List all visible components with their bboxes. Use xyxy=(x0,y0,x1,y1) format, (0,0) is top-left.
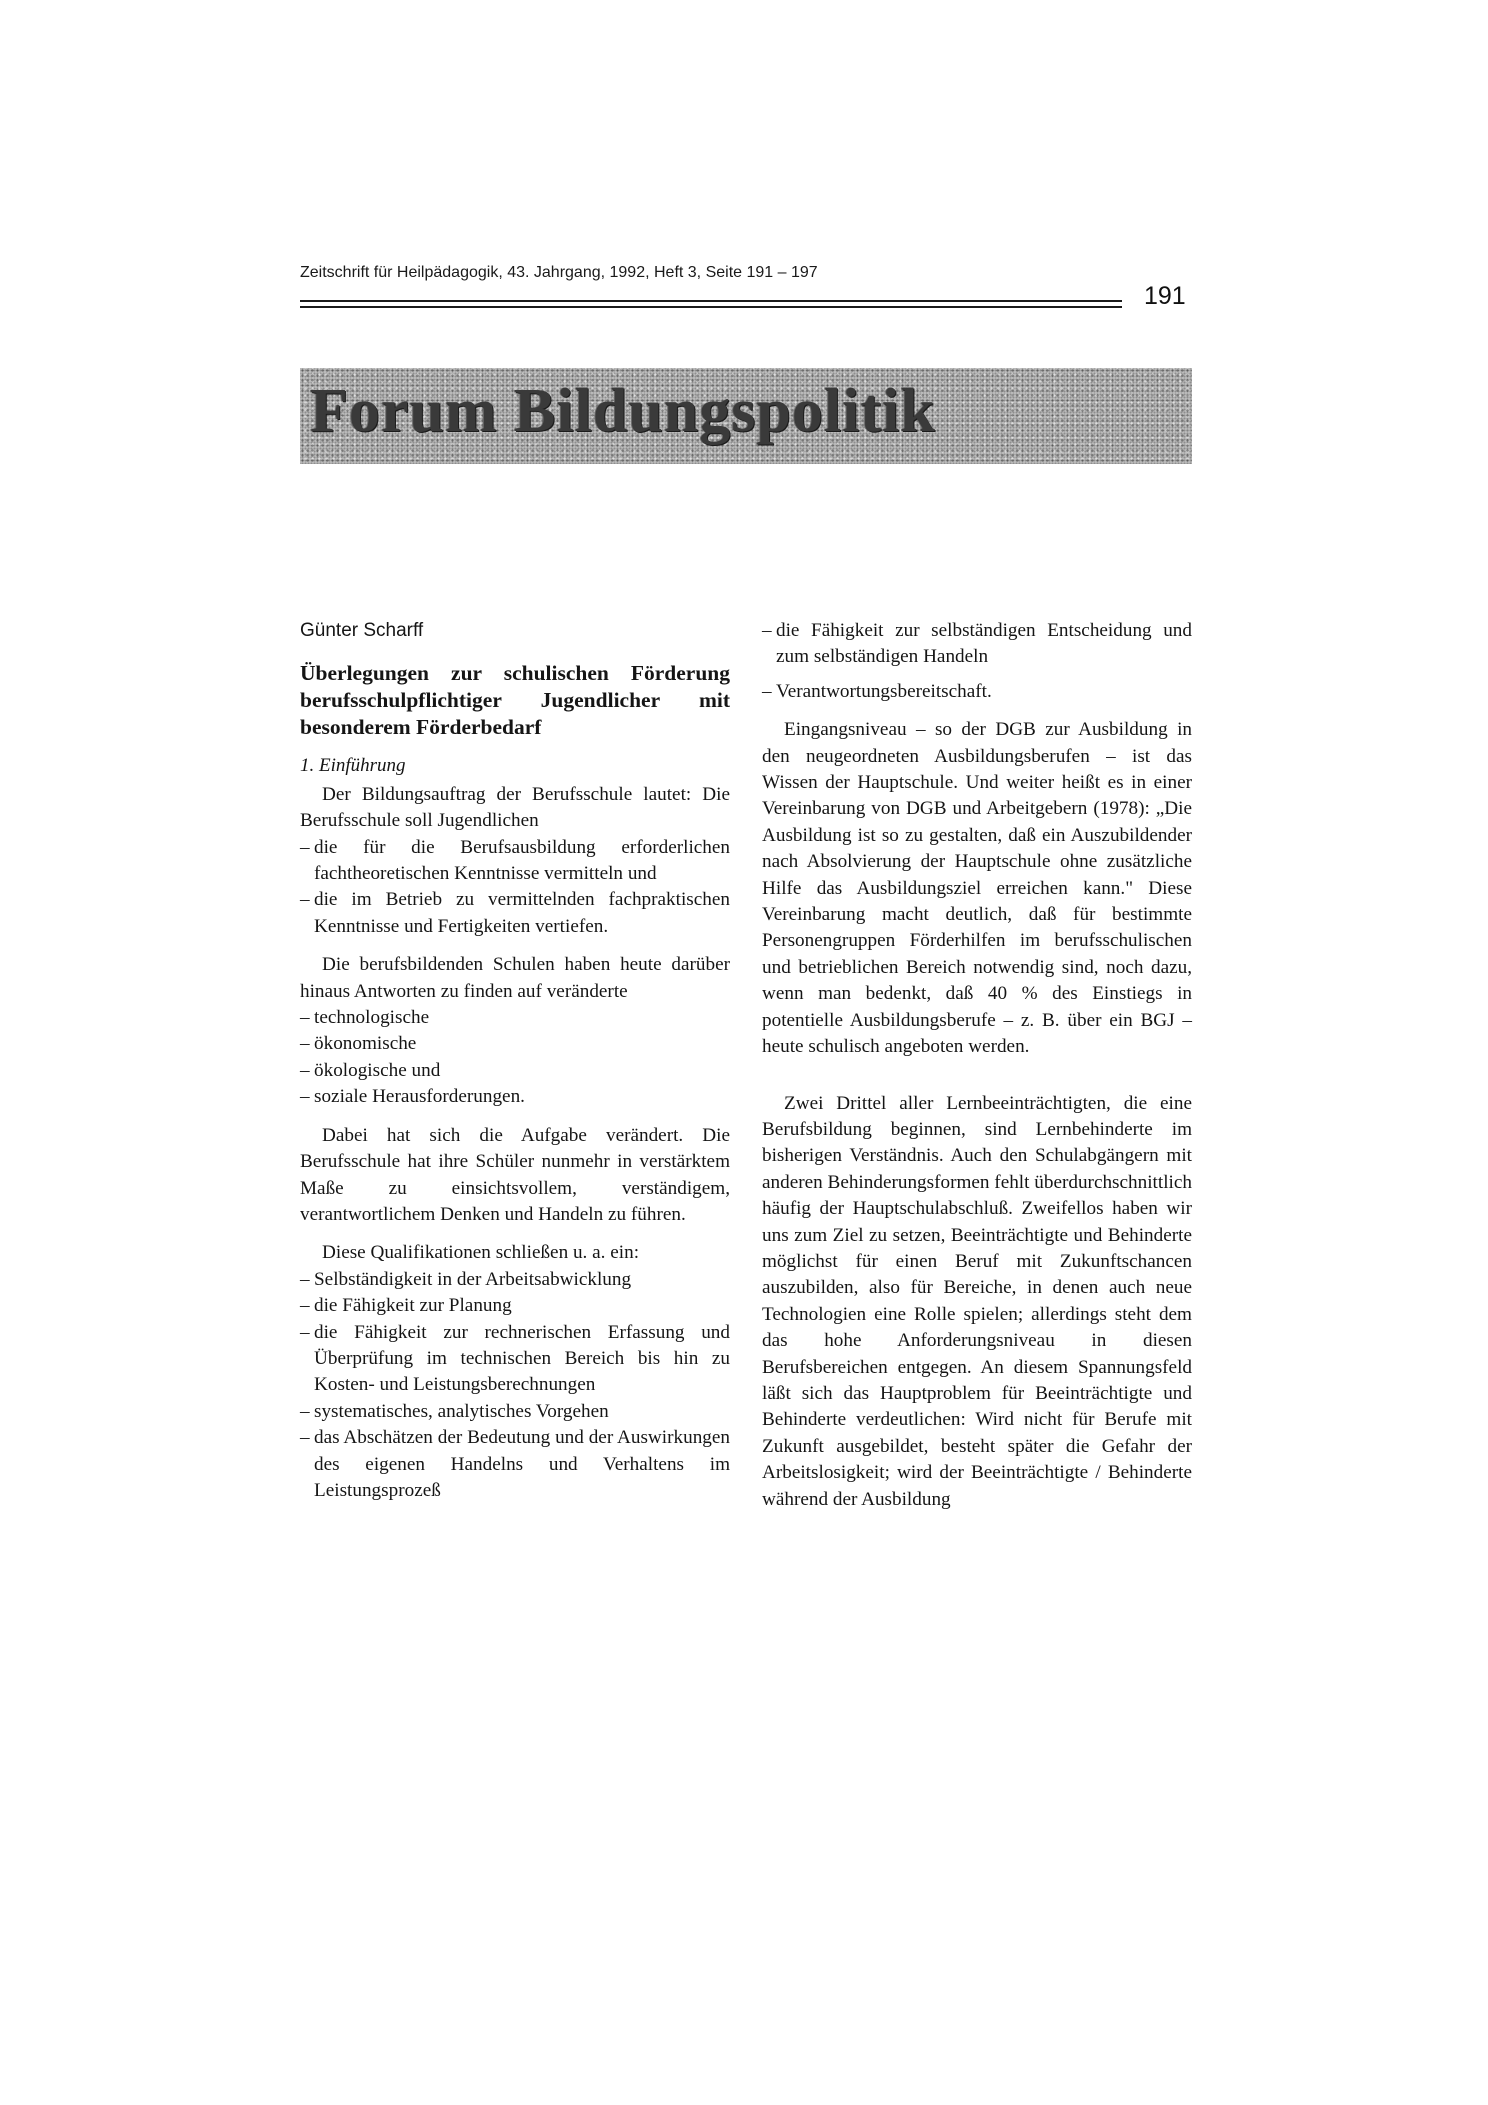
list-item: – die Fähigkeit zur rechnerischen Erfassung und Überprüfung im technischen Bereich bis hin zu Kosten- und Leistungsberechnungen xyxy=(300,1320,730,1399)
header-rule-top xyxy=(300,300,1122,302)
paragraph-two-thirds: Zwei Drittel aller Lernbeeinträchtigten, die eine Berufsbildung beginnen, sind Lernbehinderte im bisherigen Verständnis. Auch den Schulabgängern mit anderen Behinderungsformen fehlt überdurchschnittlich häufig der Hauptschulabschluß. Zweifellos haben wir uns zum Ziel zu setzen, Beeinträchtigte und Behinderte möglichst für einen Beruf mit Zukunftschancen auszubilden, also für Bereiche, in denen auch neue Technologien eine Rolle spielen; allerdings steht dem das hohe Anforderungsniveau in diesen Berufsbereichen entgegen. An diesem Spannungsfeld läßt sich das Hauptproblem für Beeinträchtigte und Behinderte verdeutlichen: Wird nicht für Berufe mit Zukunft ausgebildet, besteht später die Gefahr der Arbeitslosigkeit; wird der Beeinträchtigte / Behinderte während der Ausbildung xyxy=(762,1092,1192,1510)
header-rule-bottom xyxy=(300,306,1122,308)
list-item: – das Abschätzen der Bedeutung und der Auswirkungen des eigenen Handelns und Verhaltens im Leistungsprozeß xyxy=(300,1425,730,1504)
list-item: – die Fähigkeit zur selbständigen Entscheidung und zum selbständigen Handeln xyxy=(762,618,1192,671)
list-qualifications xyxy=(300,1267,730,1505)
paragraph-entry-level: Eingangsniveau – so der DGB zur Ausbildung in den neugeordneten Ausbildungsberufen – ist das Wissen der Hauptschule. Und weiter heißt es in einer Vereinbarung von DGB und Arbeitgebern (1978): „Die Ausbildung ist so zu gestalten, daß ein Auszubildender nach Absolvierung der Hauptschule ohne zusätzliche Hilfe das Ausbildungsziel erreichen kann." Diese Vereinbarung macht deutlich, daß für bestimmte Personengruppen Förderhilfen im berufsschulischen und betrieblichen Bereich notwendig sind, noch dazu, wenn man bedenkt, daß 40 % des Einstiegs in potentielle Ausbildungsberufe – z. B. über ein BGJ – heute schulisch angeboten werden. xyxy=(762,719,1192,1058)
paragraph-mandate: Der Bildungsauftrag der Berufsschule lautet: Die Berufsschule soll Jugendlichen xyxy=(300,783,730,832)
list-item: – soziale Herausforderungen. xyxy=(300,1084,730,1110)
paragraph-qualifications: Diese Qualifikationen schließen u. a. ein: xyxy=(322,1242,640,1264)
left-column xyxy=(300,618,730,1504)
list-item: – ökonomische xyxy=(300,1031,730,1057)
list-item: – systematisches, analytisches Vorgehen xyxy=(300,1399,730,1425)
article-author: Günter Scharff xyxy=(300,620,424,641)
page-number: 191 xyxy=(1144,282,1186,310)
list-item: – ökologische und xyxy=(300,1058,730,1084)
right-column xyxy=(762,618,1192,1513)
list-item: – die für die Berufsausbildung erforderlichen fachtheoretischen Kenntnisse vermitteln und xyxy=(300,835,730,888)
list-item: – die Fähigkeit zur Planung xyxy=(300,1293,730,1319)
list-challenges xyxy=(300,1005,730,1111)
paragraph-task: Dabei hat sich die Aufgabe verändert. Die Berufsschule hat ihre Schüler nunmehr in verstärktem Maße zu einsichtsvollem, verständigem, verantwortlichem Denken und Handeln zu führen. xyxy=(300,1124,730,1225)
journal-citation: Zeitschrift für Heilpädagogik, 43. Jahrgang, 1992, Heft 3, Seite 191 – 197 xyxy=(300,264,818,281)
list-item: – Verantwortungsbereitschaft. xyxy=(762,679,1192,705)
paragraph-challenges: Die berufsbildenden Schulen haben heute darüber hinaus Antworten zu finden auf veränderte xyxy=(300,954,730,1002)
article-title: Überlegungen zur schulischen Förderung berufsschulpflichtiger Jugendlicher mit besonderem Förderbedarf xyxy=(300,661,730,740)
banner-title: Forum Bildungspolitik xyxy=(310,377,936,445)
list-item: – die im Betrieb zu vermittelnden fachpraktischen Kenntnisse und Fertigkeiten vertiefen. xyxy=(300,887,730,940)
section-banner xyxy=(300,368,1192,464)
list-item: – technologische xyxy=(300,1005,730,1031)
list-qualifications-continued xyxy=(762,618,1192,705)
section-heading: 1. Einführung xyxy=(300,755,406,777)
list-mandate xyxy=(300,835,730,941)
list-item: – Selbständigkeit in der Arbeitsabwicklung xyxy=(300,1267,730,1293)
